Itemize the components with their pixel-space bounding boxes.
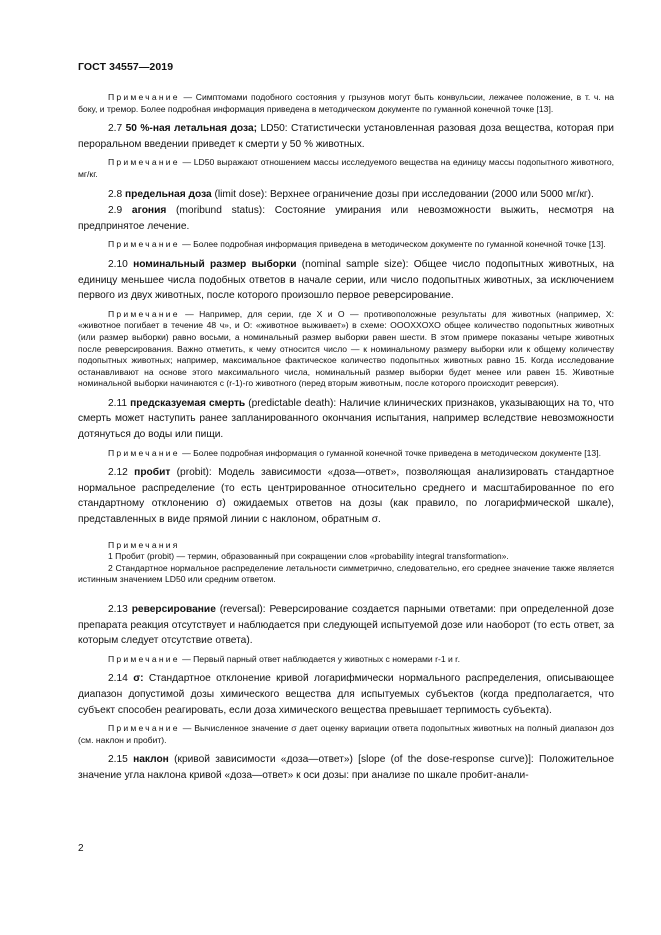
notes-list [78, 540, 614, 586]
term-name: σ: [133, 673, 144, 685]
document-body [78, 92, 614, 789]
note: Примечание — Первый парный ответ наблюдается у животных с номерами r-1 и r. [108, 653, 460, 664]
note: Примечание — Симптомами подобного состояния у грызунов могут быть конвульсии, лежачее положение, в т. ч. на боку, и тремор. Более подробная информация приведена в методическом документе по гуманной конечной точке [13]. [78, 92, 614, 114]
term-definition: 2.14 σ: Стандартное отклонение кривой логарифмически нормального распределения, описывающее диапазон допустимой дозы химического вещества для испытуемых субъектов (когда предполагается, что субъект способен реагировать, если доза химического вещества превышает терпимость субъекта). [78, 673, 614, 716]
term-definition: 2.7 50 %-ная летальная доза; LD50: Статистически установленная разовая доза вещества, которая при пероральном введении приведет к смерти у 50 % животных. [78, 123, 614, 150]
note: Примечание — Более подробная информация приведена в методическом документе по гуманной конечной точке [13]. [108, 239, 606, 250]
document-header: ГОСТ 34557—2019 [78, 61, 174, 73]
term-name: агония [131, 205, 167, 217]
note-line: 1 Пробит (probit) — термин, образованный при сокращении слов «probability integral transformation». [108, 551, 509, 562]
term-definition: 2.15 наклон (кривой зависимости «доза—ответ») [slope (of the dose-response curve)]: Положительное значение угла наклона кривой «доза—ответ» к оси дозы: при анализе по шкале пробит-анали- [78, 754, 614, 781]
term-name: предсказуемая смерть [130, 397, 246, 409]
term-definition: 2.11 предсказуемая смерть (predictable death): Наличие клинических признаков, указывающих на то, что смерть может наступить ранее запланированного окончания испытания, например вследствие невозможности дотянуться до воды или пищи. [78, 397, 614, 441]
term-name: реверсирование [131, 604, 216, 615]
term-definition: 2.9 агония (moribund status): Состояние умирания или невозможности выжить, несмотря на предпринятое лечение. [78, 205, 614, 232]
page-number: 2 [78, 843, 84, 854]
term-name: наклон [133, 754, 169, 766]
term-name: номинальный размер выборки [133, 258, 297, 270]
note: Примечание — Например, для серии, где X и O — противоположные результаты для животных (например, X: «животное погибает в течение 48 ч», и O: «животное выживает») в схеме: OOOXXOXO общее количество подопытных животных (или размер выборки) равно восьми, а номинальный размер выборки равен шести. В этом примере показаны четыре животных после реверсирования. Важно отметить, к чему относится число — к номинальному размеру выборки или к общему количеству подопытных животных; например, максимальное фактическое количество подопытных животных равно 15. Когда исследование останавливают на основе этого максимального числа, номинальный размер выборки будет менее или равен 15. Животные номинальной выборки начинаются с (r-1)-го животного (перед вторым животным, после которого происходит реверсия). [78, 308, 614, 389]
note-line: 2 Стандартное нормальное распределение летальности симметрично, следовательно, его среднее значение также является истинным значением LD50 или средним ответом. [78, 562, 614, 585]
notes-heading: Примечания [108, 539, 180, 550]
term-name: 50 %-ная летальная доза; [125, 123, 258, 135]
term-name: предельная доза [125, 188, 212, 200]
note: Примечание — Вычисленное значение σ дает оценку вариации ответа подопытных животных на полный диапазон доз (см. наклон и пробит). [78, 723, 614, 745]
note: Примечание — LD50 выражают отношением массы исследуемого вещества на единицу массы подопытного животного, мг/кг. [78, 157, 614, 179]
term-definition: 2.13 реверсирование (reversal): Реверсирование создается парными ответами: при определенной дозе препарата реакция отсутствует и наблюдается при следующей испытуемой дозе или наоборот (то есть ответ, за которым следует отсутствие ответа). [78, 604, 614, 647]
note: Примечание — Более подробная информация о гуманной конечной точке приведена в методическом документе [13]. [108, 447, 601, 458]
term-definition: 2.8 предельная доза (limit dose): Верхнее ограничение дозы при исследовании (2000 или 5000 мг/кг). [108, 188, 594, 200]
term-definition: 2.12 пробит (probit): Модель зависимости «доза—ответ», позволяющая анализировать стандартное нормальное распределение (то есть центрированное относительно среднего и масштабированное по его стандартному отклонению σ) ожидаемых ответов на дозы (как правило, по логарифмической шкале), представленных в виде прямой линии с наклоном, обратным σ. [78, 467, 614, 526]
term-definition: 2.10 номинальный размер выборки (nominal sample size): Общее число подопытных животных, на единицу меньшее числа подобных ответов в начале серии, или число подопытных животных, за исключением первого из двух животных, после которого произошло первое реверсирование. [78, 258, 614, 302]
term-name: пробит [134, 467, 171, 479]
